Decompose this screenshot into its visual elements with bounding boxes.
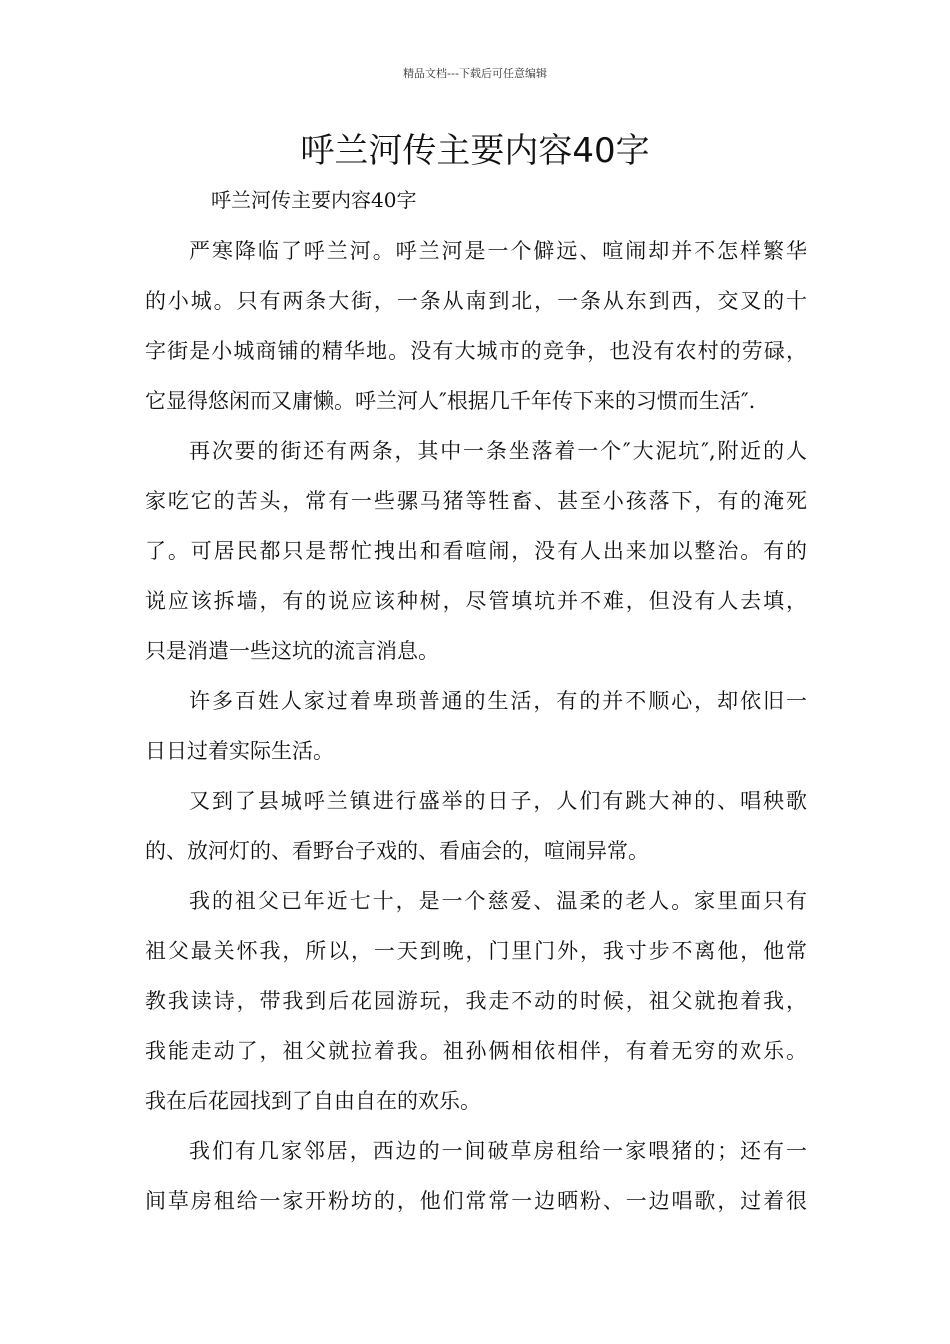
text-line: 的小城。只有两条大街，一条从南到北，一条从东到西，交叉的十	[145, 289, 807, 313]
text-line: 只是消遣一些这坑的流言消息。	[145, 639, 439, 663]
text-line: 间草房租给一家开粉坊的，他们常常一边晒粉、一边唱歌，过着很	[145, 1189, 807, 1213]
text-line: 我在后花园找到了自由自在的欢乐。	[145, 1089, 481, 1113]
header-note: 精品文档---下载后可任意编辑	[403, 67, 547, 80]
text-line: 再次要的街还有两条，其中一条坐落着一个″大泥坑″,附近的人	[189, 439, 807, 463]
text-line: 严寒降临了呼兰河。呼兰河是一个僻远、喧闹却并不怎样繁华	[189, 239, 807, 263]
text-line: 家吃它的苦头，常有一些骡马猪等牲畜、甚至小孩落下，有的淹死	[145, 489, 807, 513]
text-line: 教我读诗，带我到后花园游玩，我走不动的时候，祖父就抱着我，	[145, 989, 807, 1013]
text-line: 我能走动了，祖父就拉着我。祖孙俩相依相伴，有着无穷的欢乐。	[145, 1039, 807, 1063]
document-title: 呼兰河传主要内容40字	[300, 131, 650, 171]
text-line: 日日过着实际生活。	[145, 739, 334, 763]
text-line: 了。可居民都只是帮忙拽出和看喧闹，没有人出来加以整治。有的	[145, 539, 807, 563]
text-line: 又到了县城呼兰镇进行盛举的日子，人们有跳大神的、唱秧歌	[189, 789, 807, 813]
body-text	[145, 232, 807, 1232]
text-line: 许多百姓人家过着卑琐普通的生活，有的并不顺心，却依旧一	[189, 689, 807, 713]
document-subtitle: 呼兰河传主要内容40字	[211, 188, 417, 212]
text-line: 说应该拆墙，有的说应该种树，尽管填坑并不难，但没有人去填，	[145, 589, 807, 613]
text-line: 它显得悠闲而又庸懒。呼兰河人″根据几千年传下来的习惯而生活″.	[145, 389, 756, 413]
text-line: 的、放河灯的、看野台子戏的、看庙会的，喧闹异常。	[145, 839, 649, 863]
text-line: 我们有几家邻居，西边的一间破草房租给一家喂猪的；还有一	[189, 1139, 807, 1163]
text-line: 字街是小城商铺的精华地。没有大城市的竞争，也没有农村的劳碌，	[145, 339, 807, 363]
text-line: 祖父最关怀我，所以，一天到晚，门里门外，我寸步不离他，他常	[145, 939, 807, 963]
text-line: 我的祖父已年近七十，是一个慈爱、温柔的老人。家里面只有	[189, 889, 807, 913]
